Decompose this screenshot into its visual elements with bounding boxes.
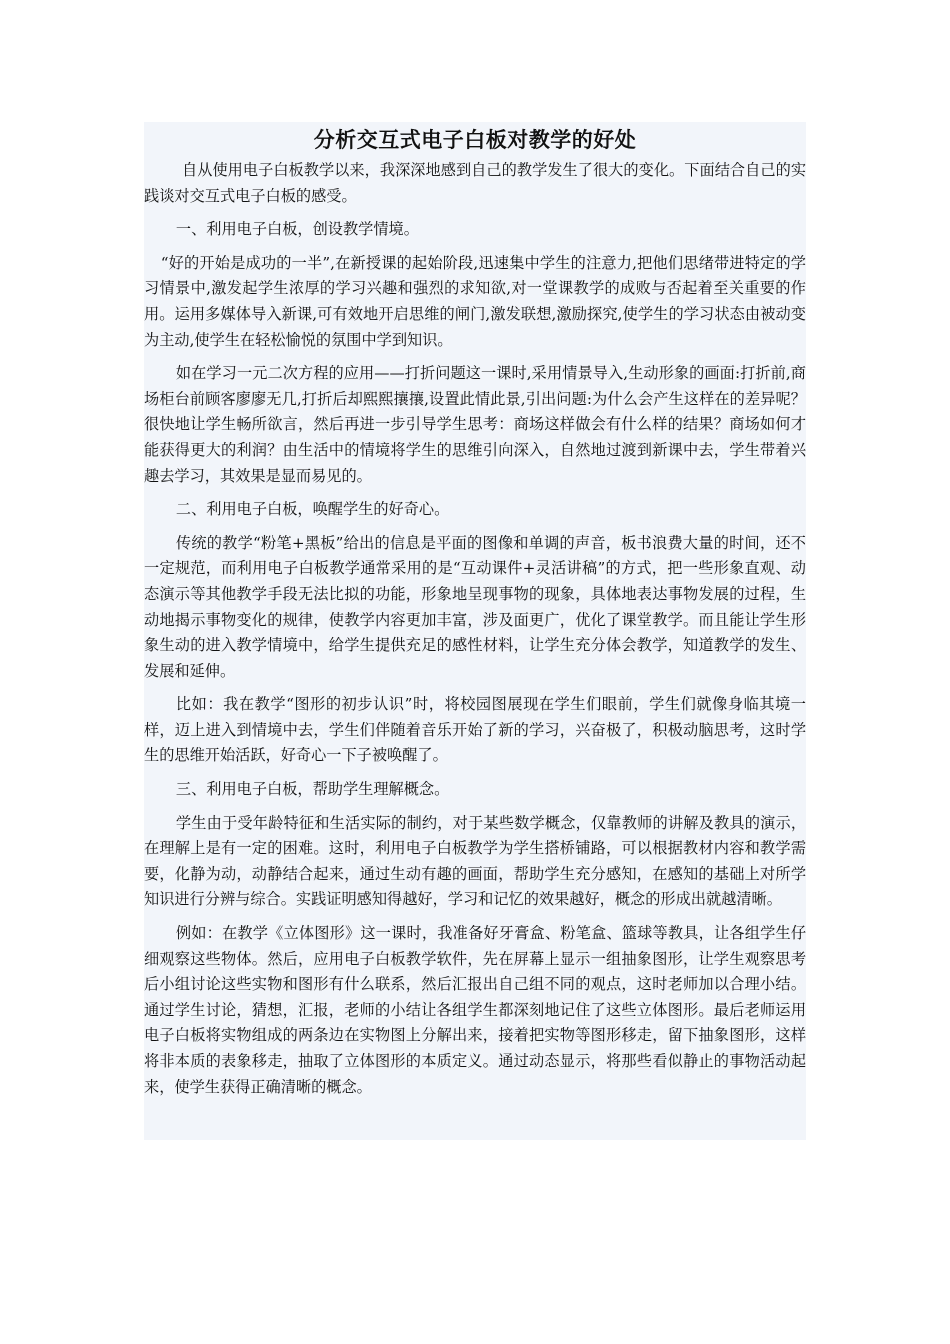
- section-heading-1: 一、利用电子白板，创设教学情境。: [175, 220, 419, 239]
- intro-paragraph: 自从使用电子白板教学以来，我深深地感到自己的教学发生了很大的变化。下面结合自己的实践谈对交互式电子白板的感受。: [144, 161, 806, 205]
- document-body: [144, 122, 806, 1140]
- section-heading-3: 三、利用电子白板，帮助学生理解概念。: [175, 780, 450, 799]
- paragraph-2-1: 传统的教学“粉笔+黑板”给出的信息是平面的图像和单调的声音，板书浪费大量的时间，还不一定规范，而利用电子白板教学通常采用的是“互动课件+灵活讲稿”的方式，把一些形象直观、动态演示等其他教学手段无法比拟的功能，形象地呈现事物的现象，具体地表达事物发展的过程，生动地揭示事物变化的规律，使教学内容更加丰富，涉及面更广，优化了课堂教学。而且能让学生形象生动的进入教学情境中，给学生提供充足的感性材料，让学生充分体会教学，知道教学的发生、发展和延伸。: [144, 533, 806, 680]
- section-heading-2: 二、利用电子白板，唤醒学生的好奇心。: [175, 500, 450, 519]
- paragraph-3-1: 学生由于受年龄特征和生活实际的制约，对于某些数学概念，仅靠教师的讲解及教具的演示，在理解上是有一定的困难。这时，利用电子白板教学为学生搭桥铺路，可以根据教材内容和教学需要，化静为动，动静结合起来，通过生动有趣的画面，帮助学生充分感知，在感知的基础上对所学知识进行分辨与综合。实践证明感知得越好，学习和记忆的效果越好，概念的形成出就越清晰。: [144, 813, 806, 909]
- paragraph-2-2: 比如：我在教学“图形的初步认识”时，将校园图展现在学生们眼前，学生们就像身临其境一样，迈上进入到情境中去，学生们伴随着音乐开始了新的学习，兴奋极了，积极动脑思考，这时学生的思维开始活跃，好奇心一下子被唤醒了。: [144, 695, 806, 765]
- document-title: 分析交互式电子白板对教学的好处: [313, 128, 637, 152]
- paragraph-1-1: “好的开始是成功的一半”,在新授课的起始阶段,迅速集中学生的注意力,把他们思绪带进特定的学习情景中,激发起学生浓厚的学习兴趣和强烈的求知欲,对一堂课教学的成败与否起着至关重要的作用。运用多媒体导入新课,可有效地开启思维的闸门,激发联想,激励探究,使学生的学习状态由被动变为主动,使学生在轻松愉悦的氛围中学到知识。: [144, 253, 806, 349]
- paragraph-3-2: 例如：在教学《立体图形》这一课时，我准备好牙膏盒、粉笔盒、篮球等教具，让各组学生仔细观察这些物体。然后，应用电子白板教学软件，先在屏幕上显示一组抽象图形，让学生观察思考后小组讨论这些实物和图形有什么联系，然后汇报出自己组不同的观点，这时老师加以合理小结。通过学生讨论，猜想，汇报，老师的小结让各组学生都深刻地记住了这些立体图形。最后老师运用电子白板将实物组成的两条边在实物图上分解出来，接着把实物等图形移走，留下抽象图形，这样将非本质的表象移走，抽取了立体图形的本质定义。通过动态显示，将那些看似静止的事物活动起来，使学生获得正确清晰的概念。: [144, 924, 806, 1096]
- paragraph-1-2: 如在学习一元二次方程的应用——打折问题这一课时,采用情景导入,生动形象的画面:打折前,商场柜台前顾客廖廖无几,打折后却熙熙攘攘,设置此情此景,引出问题:为什么会产生这样在的差异呢？很快地让学生畅所欲言，然后再进一步引导学生思考：商场这样做会有什么样的结果？商场如何才能获得更大的利润？由生活中的情境将学生的思维引向深入，自然地过渡到新课中去，学生带着兴趣去学习，其效果是显而易见的。: [144, 364, 806, 485]
